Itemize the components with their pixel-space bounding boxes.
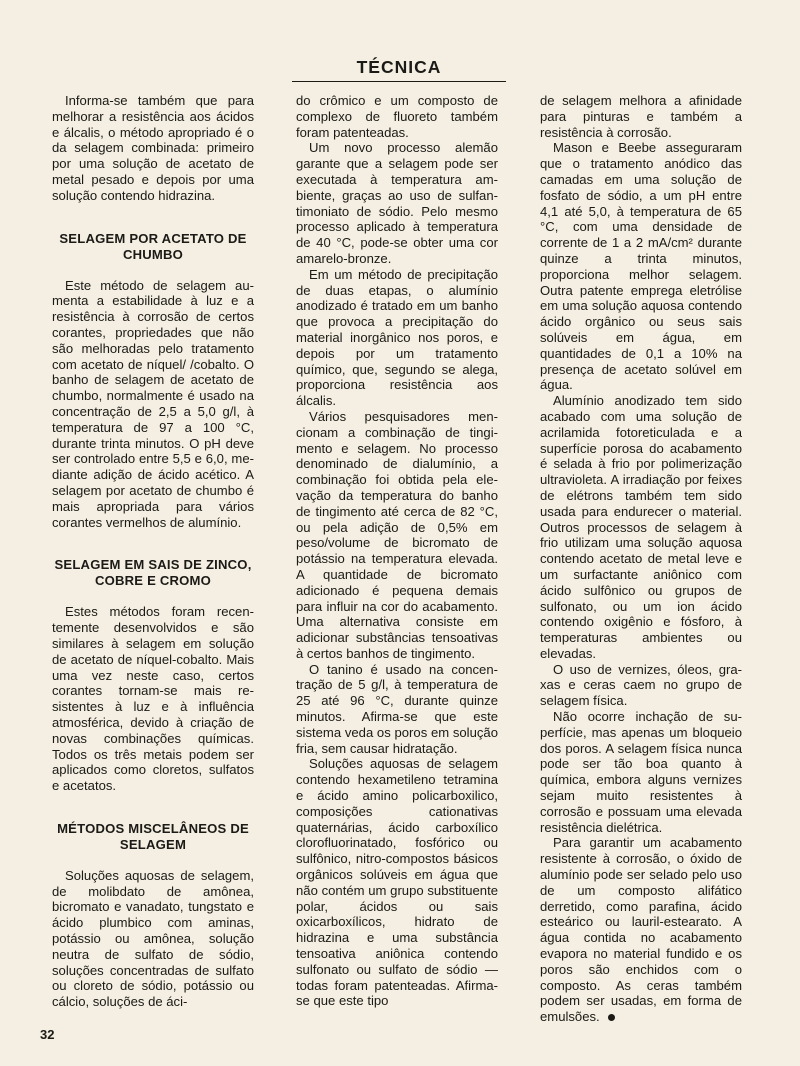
column-3 [540,93,742,1025]
paragraph: do crômico e um composto de complexo de fluoreto também foram patenteadas. [296,93,498,140]
paragraph: O uso de vernizes, óleos, graxas e ceras caem no grupo de selagem física. [540,661,742,709]
section-header [292,56,506,82]
paragraph-final [540,835,742,1025]
paragraph: Este método de selagem aumenta a estabilidade à luz e a resistência à corrosão de certos corantes, propriedades que não são melhoradas pelo tratamento com acetato de níquel/ /cobalto. O banho de selagem de acetato de chumbo, normalmente é usado na concentração de 2,5 a 5,0 g/l, à temperatura de 97 a 100 °C, durante trinta minutos. O pH deve ser controlado entre 5,5 e 6,0, mediante adição de ácido acético. A selagem por acetato de chumbo é mais apropriada para vários corantes vermelhos de alumínio. [52,277,254,530]
paragraph-final-text: Para garantir um acabamento resistente à corrosão, o óxido de alumínio pode ser selado pelo uso de um composto alifático derretido, como parafina, ácido esteárico ou lauril-estearato. A água contida no acabamento evapora no material fundido e os poros são enchidos com o composto. As ceras também podem ser usadas, em forma de emulsões. [540,835,742,1025]
paragraph: Em um método de precipitação de duas etapas, o alumínio anodizado é tratado em um banho que provoca a precipitação do material inorgânico nos poros, e depois por um tratamento químico, que, segundo se alega, proporciona resistência aos álcalis. [296,266,498,409]
paragraph: Alumínio anodizado tem sido acabado com uma solução de acrilamida fotoreticulada e a superfície porosa do acabamento é selada à frio por polimerização ultravioleta. A irradiação por feixes de elétrons também tem sido usada para endurecer o material. Outros processos de selagem à frio utilizam uma solução aquosa contendo acetato de metal leve e um surfactante aniônico com ácido sulfônico ou grupos de sulfonato, ou um ion ácido contendo oxigênio e fósforo, à temperaturas ambientes ou elevadas. [540,393,742,661]
subheading-zinco-cobre-cromo: SELAGEM EM SAIS DE ZINCO, COBRE E CROMO [54,557,252,589]
paragraph: Não ocorre inchação de superfície, mas apenas um bloqueio dos poros. A selagem física nunca pode ser tão boa quanto à química, embora alguns vernizes sejam muito resistentes à corrosão e possuam uma elevada resistência dielétrica. [540,709,742,835]
paragraph: Informa-se também que para melhorar a resistência aos ácidos e álcalis, o método apropriado é o da selagem combinada: primeiro por uma solução de acetato de metal pesado e depois por uma solução contendo hidrazina. [52,93,254,203]
column-1 [52,93,254,1010]
paragraph: Soluções aquosas de selagem contendo hexametileno tetramina e ácido amino policarboxilico, composições cationativas quaternárias, ácido carboxílico clorofluorinatado, fosfórico ou sulfônico, nitro-compostos básicos orgânicos solúveis em água que não contém um grupo substituente polar, ácidos ou sais oxicarboxílicos, hidrato de hidrazina e uma substância tensoativa aniônica contendo sulfonato ou sulfato de sódio — todas foram patenteadas. Afirma-se que este tipo [296,756,498,1009]
paragraph: Um novo processo alemão garante que a selagem pode ser executada à temperatura ambiente, graças ao uso de sulfantimoniato de sódio. Pelo mesmo processo aplicado à temperatura de 40 °C, pode-se obter uma cor amarelo-bronze. [296,140,498,266]
section-rule [292,81,506,82]
subheading-acetato-chumbo: SELAGEM POR ACETATO DE CHUMBO [59,230,247,262]
column-2 [296,93,498,1009]
paragraph: Estes métodos foram recentemente desenvolvidos e são similares à selagem em solução de acetato de níquel-cobalto. Mais uma vez neste caso, certos corantes tornam-se mais resistentes à luz e à influência atmosférica, devido à criação de novas combinações químicas. Todos os três metais podem ser aplicados como cloretos, sulfatos e acetatos. [52,604,254,794]
page-number: 32 [40,1027,55,1042]
subheading-metodos-miscelaneos: MÉTODOS MISCELÂNEOS DE SELAGEM [57,820,249,852]
paragraph: de selagem melhora a afinidade para pinturas e também a resistência à corrosão. [540,93,742,140]
end-of-article-bullet-icon [608,1014,615,1021]
paragraph: Soluções aquosas de selagem, de molibdato de amônea, bicromato e vanadato, tungstato e ácido plumbico com aminas, potássio ou amônea, solução neutra de sulfato de sódio, soluções concentradas de sulfato ou cloreto de sódio, potássio ou cálcio, soluções de áci- [52,867,254,1010]
paragraph: Vários pesquisadores mencionam a combinação de tingimento e selagem. No processo denominado de dialumínio, a combinação foi obtida pela elevação da temperatura do banho de tingimento até cerca de 82 °C, ou pela adição de 0,5% em peso/volume de bicromato de potássio na temperatura elevada. A quantidade de bicromato adicionado é pequena demais para influir na cor do acabamento. Uma alternativa consiste em adicionar substâncias tensoativas à certos banhos de tingimento. [296,408,498,661]
paragraph: O tanino é usado na concentração de 5 g/l, à temperatura de 25 até 96 °C, durante quinze minutos. Afirma-se que este sistema veda os poros em solução fria, sem causar hidratação. [296,661,498,756]
paragraph: Mason e Beebe asseguraram que o tratamento anódico das camadas em uma solução de fosfato de sódio, a um pH entre 4,1 até 5,0, à temperatura de 65 °C, com uma densidade de corrente de 1 a 2 mA/cm² durante quinze a trinta minutos, proporciona melhor selagem. Outra patente emprega eletrólise em uma solução aquosa contendo ácido orgânico ou seus sais solúveis em água, em quantidades de 0,1 a 10% na presença de acetato solúvel em água. [540,140,742,393]
section-title: TÉCNICA [356,57,442,77]
